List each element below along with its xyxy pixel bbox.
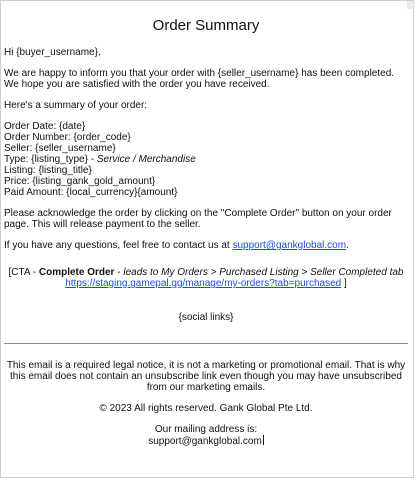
text-cursor [263,435,264,445]
listing-type-label: Type: {listing_type} - [4,154,97,165]
cta-close: ] [341,278,347,289]
email-title: Order Summary [152,17,260,34]
support-email-link[interactable]: support@gankglobal.com [232,240,347,251]
listing-type-options: Service / Merchandise [96,154,196,165]
cta-url-line [4,278,408,289]
order-summary [4,121,408,198]
mailing-label: Our mailing address is: [154,424,258,435]
contact-suffix: . [346,240,349,251]
legal-notice: This email is a required legal notice, it is not a marketing or promotional email. That is why this email does not contain an unsubscribe link even though you may have unsubscribed from our marketing emails. [6,360,406,393]
contact-text: If you have any questions, feel free to contact us at [4,240,233,251]
cta-description: leads to My Orders > Purchased Listing > Seller Completed tab [123,267,404,278]
acknowledge-paragraph: Please acknowledge the order by clicking on the "Complete Order" button on your order page. This will release payment to the seller. [4,208,392,230]
cta-description-line [4,267,408,278]
contact-paragraph [4,240,408,251]
summary-intro: Here's a summary of your order: [4,100,148,111]
seller: Seller: {seller_username} [4,143,116,154]
cta-open: [CTA - [8,267,39,278]
order-date: Order Date: {date} [4,121,86,132]
greeting: Hi {buyer_username}, [4,47,101,58]
price: Price: {listing_gank_gold_amount} [4,176,156,187]
window-corner-handle [407,1,415,9]
cta-dash: - [114,267,124,278]
paid-amount: Paid Amount: {local_currency}{amount} [4,187,178,198]
listing-title: Listing: {listing_title} [4,165,92,176]
mailing-address: support@gankglobal.com [148,436,262,447]
intro-paragraph: We are happy to inform you that your order with {seller_username} has been completed. We hope you are satisfied with the order you have received. [4,68,395,90]
email-footer [4,360,408,447]
order-number: Order Number: {order_code} [4,132,131,143]
footer-divider [4,343,408,344]
cta-block [4,267,408,289]
cta-label: Complete Order [38,267,115,278]
copyright: © 2023 All rights reserved. Gank Global Pte Ltd. [99,403,313,414]
listing-type [4,154,408,165]
cta-url-link[interactable]: https://staging.gamepal.gg/manage/my-orders?tab=purchased [65,278,342,289]
mailing-address-line[interactable] [4,435,408,447]
email-body [4,0,408,447]
social-links-placeholder: {social links} [178,312,234,323]
